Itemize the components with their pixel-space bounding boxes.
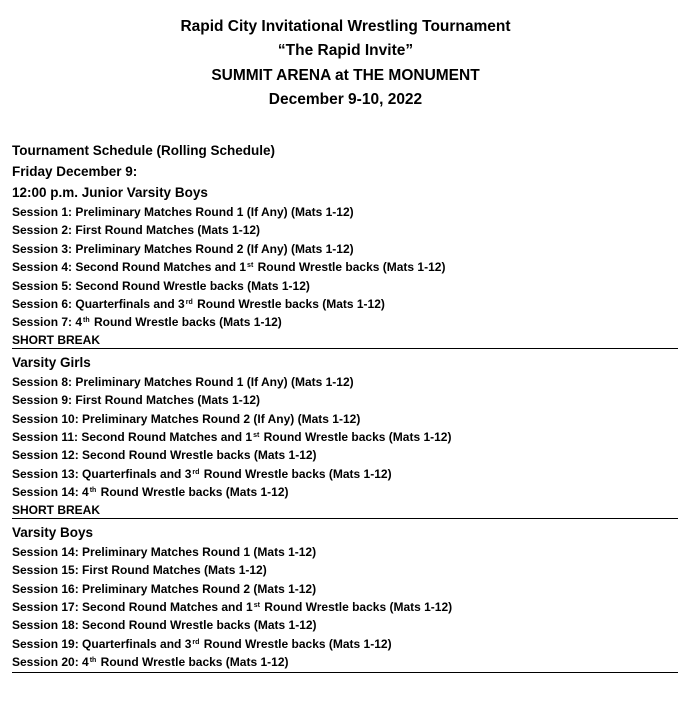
session-item: Session 7: 4th Round Wrestle backs (Mats 1-12) — [12, 315, 282, 330]
session-item: Session 3: Preliminary Matches Round 2 (If Any) (Mats 1-12) — [12, 241, 354, 256]
day-label: Friday December 9: — [12, 164, 138, 179]
session-item: Session 6: Quarterfinals and 3rd Round Wrestle backs (Mats 1-12) — [12, 297, 385, 312]
venue: SUMMIT ARENA at THE MONUMENT — [211, 66, 480, 84]
schedule — [12, 140, 678, 673]
varsity-girls-heading: Varsity Girls — [12, 354, 91, 370]
session-item: Session 20: 4th Round Wrestle backs (Mats 1-12) — [12, 655, 289, 670]
session-item: Session 19: Quarterfinals and 3rd Round Wrestle backs (Mats 1-12) — [12, 636, 392, 651]
tournament-title: Rapid City Invitational Wrestling Tournament — [180, 18, 511, 35]
session-item: Session 5: Second Round Wrestle backs (Mats 1-12) — [12, 278, 310, 293]
session-item: Session 17: Second Round Matches and 1st Round Wrestle backs (Mats 1-12) — [12, 599, 453, 614]
session-item: Session 16: Preliminary Matches Round 2 (Mats 1-12) — [12, 581, 317, 596]
section-divider — [12, 348, 678, 349]
session-item: Session 8: Preliminary Matches Round 1 (If Any) (Mats 1-12) — [12, 374, 354, 389]
ordinal-suffix: st — [253, 601, 260, 609]
ordinal-suffix: st — [247, 262, 254, 270]
ordinal-suffix: rd — [192, 468, 200, 476]
session-list-jv-boys — [12, 203, 678, 332]
session-item: Session 4: Second Round Matches and 1st Round Wrestle backs (Mats 1-12) — [12, 260, 446, 275]
ordinal-suffix: rd — [192, 638, 200, 646]
session-item: Session 10: Preliminary Matches Round 2 (If Any) (Mats 1-12) — [12, 411, 361, 426]
session-item: Session 14: 4th Round Wrestle backs (Mats 1-12) — [12, 485, 289, 500]
session-item: Session 18: Second Round Wrestle backs (Mats 1-12) — [12, 618, 317, 633]
ordinal-suffix: st — [253, 432, 260, 440]
schedule-title: Tournament Schedule (Rolling Schedule) — [12, 143, 276, 158]
tournament-dates: December 9-10, 2022 — [268, 90, 423, 108]
session-item: Session 9: First Round Matches (Mats 1-12) — [12, 393, 261, 408]
session-item: Session 12: Second Round Wrestle backs (Mats 1-12) — [12, 448, 317, 463]
short-break-label: SHORT BREAK — [12, 502, 101, 517]
ordinal-suffix: rd — [185, 299, 193, 307]
ordinal-suffix: th — [89, 487, 97, 495]
session-list-varsity-girls — [12, 373, 678, 502]
short-break-label: SHORT BREAK — [12, 332, 101, 347]
ordinal-suffix: th — [89, 657, 97, 665]
document-header — [0, 15, 691, 112]
tournament-nickname: “The Rapid Invite” — [277, 42, 414, 60]
section-divider — [12, 518, 678, 519]
start-time: 12:00 p.m. Junior Varsity Boys — [12, 185, 208, 200]
session-item: Session 14: Preliminary Matches Round 1 (Mats 1-12) — [12, 544, 317, 559]
ordinal-suffix: th — [83, 317, 90, 325]
session-item: Session 13: Quarterfinals and 3rd Round Wrestle backs (Mats 1-12) — [12, 466, 392, 481]
session-item: Session 1: Preliminary Matches Round 1 (If Any) (Mats 1-12) — [12, 205, 354, 219]
session-item: Session 15: First Round Matches (Mats 1-12) — [12, 563, 267, 578]
session-item: Session 2: First Round Matches (Mats 1-12) — [12, 223, 261, 238]
session-item: Session 11: Second Round Matches and 1st Round Wrestle backs (Mats 1-12) — [12, 430, 452, 445]
section-divider — [12, 672, 678, 673]
session-list-varsity-boys — [12, 543, 678, 672]
varsity-boys-heading: Varsity Boys — [12, 524, 94, 540]
